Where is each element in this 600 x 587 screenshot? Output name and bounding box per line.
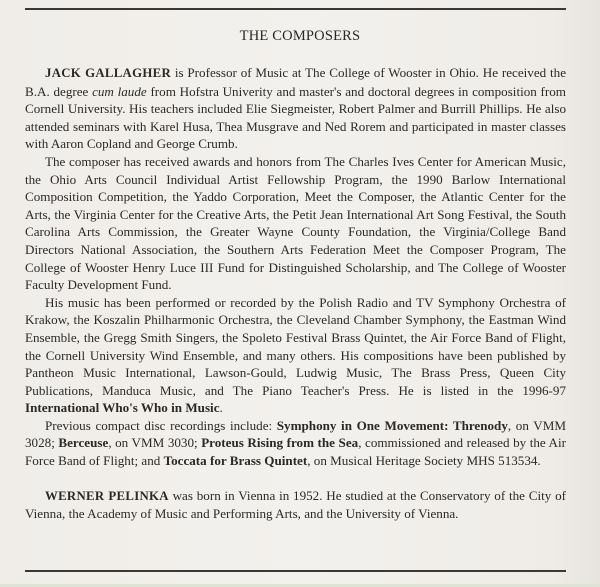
gallagher-awards-paragraph: The composer has received awards and honors from The Charles Ives Center for American Music, the Ohio Arts Council Individual Artist Fellowship Program, the 1990 Barlow International Composition Competition, the Yaddo Corporation, Meet the Composer, the Atlantic Center for the Arts, the Virginia Center for the Creative Arts, the Petit Jean International Art Song Festival, the South Carolina Arts Commission, the Greater Wayne County Foundation, the Virginia/College Band Directors National Association, the Southern Arts Federation Meet the Composer Program, The College of Wooster Henry Luce III Fund for Distinguished Scholarship, and The College of Wooster Faculty Development Fund. [25, 153, 566, 293]
composer-name: JACK GALLAGHER [45, 66, 171, 80]
bio-text: from Hofstra Univerity and master's and doctoral degrees in composition from Cornell University. His teachers included Elie Siegmeister, Robert Palmer and Burrill Phillips. He also attended seminars with Karel Husa, Thea Musgrave and Ned Rorem and participated in master classes with Aaron Copland and George Crumb. [25, 83, 566, 152]
gallagher-performances-paragraph [25, 294, 566, 417]
bottom-rule [25, 570, 566, 572]
publication-title: International Who's Who in Music [25, 400, 220, 416]
work-title: Toccata for Brass Quintet [163, 453, 308, 469]
bio-text: His music has been performed or recorded by the Polish Radio and TV Symphony Orchestra of Krakow, the Koszalin Philharmonic Orchestra, the Cleveland Chamber Symphony, the Eastman Wind Ensemble, the Gregg Smith Singers, the Spoleto Festival Brass Quintet, the Air Force Band of Flight, the Cornell University Wind Ensemble, and many others. His compositions have been published by Pantheon Music International, Lawson-Gould, Ludwig Music, The Brass Press, Queen City Publications, Manduca Music, and The Piano Teacher's Press. He is listed in the 1996-97 [25, 294, 566, 398]
bio-text: , on VMM 3030; [108, 435, 202, 451]
latin-phrase: cum laude [92, 83, 147, 99]
top-rule [25, 8, 566, 10]
work-title: Proteus Rising from the Sea [201, 435, 359, 451]
bio-text: , commissioned and released by the Air Force Band of Flight; and [25, 435, 566, 469]
bio-text: , on VMM 3028; [25, 417, 566, 451]
bio-text: Previous compact disc recordings include: [45, 417, 277, 433]
bio-text: . [219, 400, 223, 416]
work-title: Berceuse [58, 435, 109, 451]
work-title: Symphony in One Movement: Threnody [276, 417, 508, 433]
bio-text: is Professor of Music at The College of Wooster in Ohio. He received the B.A. degree [25, 65, 567, 99]
page-title: THE COMPOSERS [239, 28, 361, 44]
composer-name: WERNER PELINKA [45, 488, 169, 503]
bio-text: , on Musical Heritage Society MHS 513534. [307, 453, 541, 469]
gallagher-bio-paragraph-1 [25, 64, 566, 153]
gallagher-recordings-paragraph [25, 417, 566, 470]
composers-text [25, 64, 566, 523]
bio-text: was born in Vienna in 1952. He studied at the Conservatory of the City of Vienna, the Academy of Music and Performing Arts, and the University of Vienna. [25, 487, 566, 522]
pelinka-bio-paragraph [25, 487, 566, 523]
